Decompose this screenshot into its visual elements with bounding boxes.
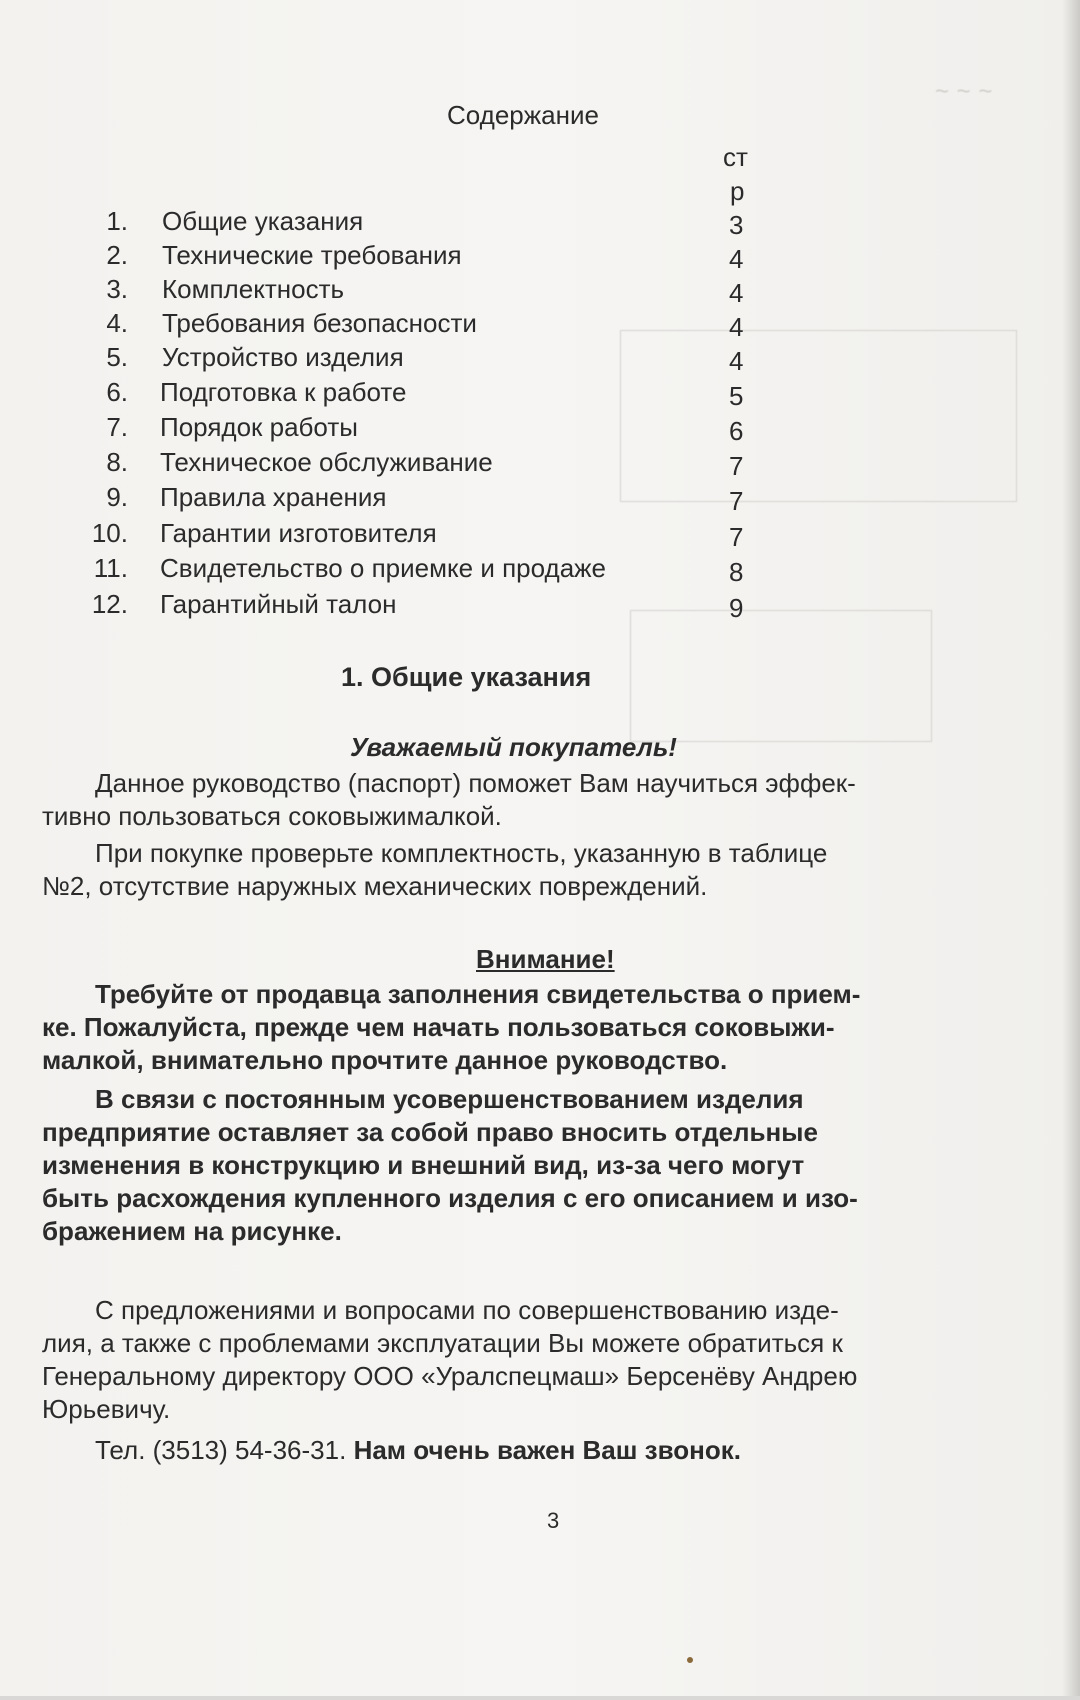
toc-item-number: 9.	[106, 482, 128, 512]
toc-item-page: 5	[729, 381, 744, 411]
toc-item-page: 4	[729, 312, 744, 342]
toc-item-page: 4	[729, 346, 744, 376]
toc-item-number: 11.	[93, 553, 128, 583]
toc-item-page: 7	[729, 522, 744, 552]
warning-heading: Внимание!	[476, 944, 615, 974]
section-title: 1. Общие указания	[341, 662, 592, 692]
text-line: бражением на рисунке.	[42, 1216, 342, 1246]
text-line: предприятие оставляет за собой право вносить отдельные	[42, 1117, 818, 1147]
toc-item-label: Подготовка к работе	[160, 377, 407, 407]
phone-line	[95, 1435, 741, 1466]
text-line: изменения в конструкцию и внешний вид, из-за чего могут	[42, 1150, 805, 1180]
text-line: малкой, внимательно прочтите данное руководство.	[42, 1045, 728, 1075]
text-line: Данное руководство (паспорт) поможет Вам научиться эффек-	[95, 768, 856, 798]
toc-item-number: 4.	[106, 308, 128, 338]
text-line: С предложениями и вопросами по совершенствованию изде-	[95, 1295, 839, 1325]
scan-edge	[0, 1696, 1080, 1700]
toc-item-label: Порядок работы	[160, 412, 358, 442]
toc-item-page: 3	[729, 210, 744, 240]
toc-item-page: 7	[729, 486, 744, 516]
text-line: Юрьевичу.	[42, 1394, 171, 1424]
toc-item-label: Гарантийный талон	[160, 589, 397, 619]
toc-item-number: 1.	[106, 206, 128, 236]
toc-item-page: 8	[729, 557, 744, 587]
check-paragraph	[42, 837, 1012, 903]
text-line: Генеральному директору ООО «Уралспецмаш» Берсенёву Андрею	[42, 1361, 858, 1391]
bleed-through-table	[630, 610, 932, 742]
phone-emphasis: Нам очень важен Ваш звонок.	[353, 1435, 741, 1465]
toc-title: Содержание	[447, 100, 599, 130]
bleed-through-table	[620, 330, 1017, 502]
text-line: При покупке проверьте комплектность, указанную в таблице	[95, 838, 828, 868]
text-line: ке. Пожалуйста, прежде чем начать пользоваться соковыжи-	[42, 1012, 835, 1042]
toc-item-label: Свидетельство о приемке и продаже	[160, 553, 607, 583]
text-line: Требуйте от продавца заполнения свидетельства о прием-	[95, 979, 861, 1009]
phone-number: Тел. (3513) 54-36-31.	[95, 1435, 347, 1465]
toc-item-page: 9	[729, 593, 744, 623]
text-line: быть расхождения купленного изделия с его описанием и изо-	[42, 1183, 858, 1213]
toc-item-page: 4	[729, 278, 744, 308]
toc-item-label: Правила хранения	[160, 482, 387, 512]
warning-paragraph-2	[42, 1083, 1012, 1248]
text-line: №2, отсутствие наружных механических повреждений.	[42, 871, 708, 901]
toc-item-label: Общие указания	[162, 206, 364, 236]
toc-page-header-1: ст	[723, 142, 748, 172]
toc-item-number: 10.	[91, 518, 128, 548]
toc-item-label: Требования безопасности	[162, 308, 477, 338]
toc-item-label: Комплектность	[162, 274, 345, 304]
toc-item-label: Техническое обслуживание	[160, 447, 493, 477]
toc-item-label: Устройство изделия	[162, 342, 404, 372]
ink-speck	[687, 1657, 693, 1663]
page-edge-shadow	[1062, 0, 1080, 1700]
text-line: тивно пользоваться соковыжималкой.	[42, 801, 502, 831]
toc-item-number: 7.	[106, 412, 128, 442]
toc-item-label: Гарантии изготовителя	[160, 518, 437, 548]
text-line: В связи с постоянным усовершенствованием изделия	[95, 1084, 804, 1114]
toc-item-number: 8.	[106, 447, 128, 477]
greeting-heading: Уважаемый покупатель!	[350, 732, 677, 762]
toc-item-number: 12.	[91, 589, 128, 619]
contact-paragraph	[42, 1294, 1012, 1426]
toc-item-number: 6.	[106, 377, 128, 407]
page-number: 3	[547, 1508, 560, 1533]
toc-item-page: 4	[729, 244, 744, 274]
bleed-through-text: ~ ~ ~	[935, 78, 993, 105]
toc-item-number: 3.	[106, 274, 128, 304]
toc-item-number: 5.	[106, 342, 128, 372]
text-line: лия, а также с проблемами эксплуатации Вы можете обратиться к	[42, 1328, 843, 1358]
toc-item-number: 2.	[106, 240, 128, 270]
intro-paragraph	[42, 767, 1012, 833]
toc-item-page: 6	[729, 416, 744, 446]
toc-item-label: Технические требования	[162, 240, 462, 270]
warning-paragraph-1	[42, 978, 1012, 1077]
toc-page-header-2: р	[730, 176, 745, 206]
toc-item-page: 7	[729, 451, 744, 481]
